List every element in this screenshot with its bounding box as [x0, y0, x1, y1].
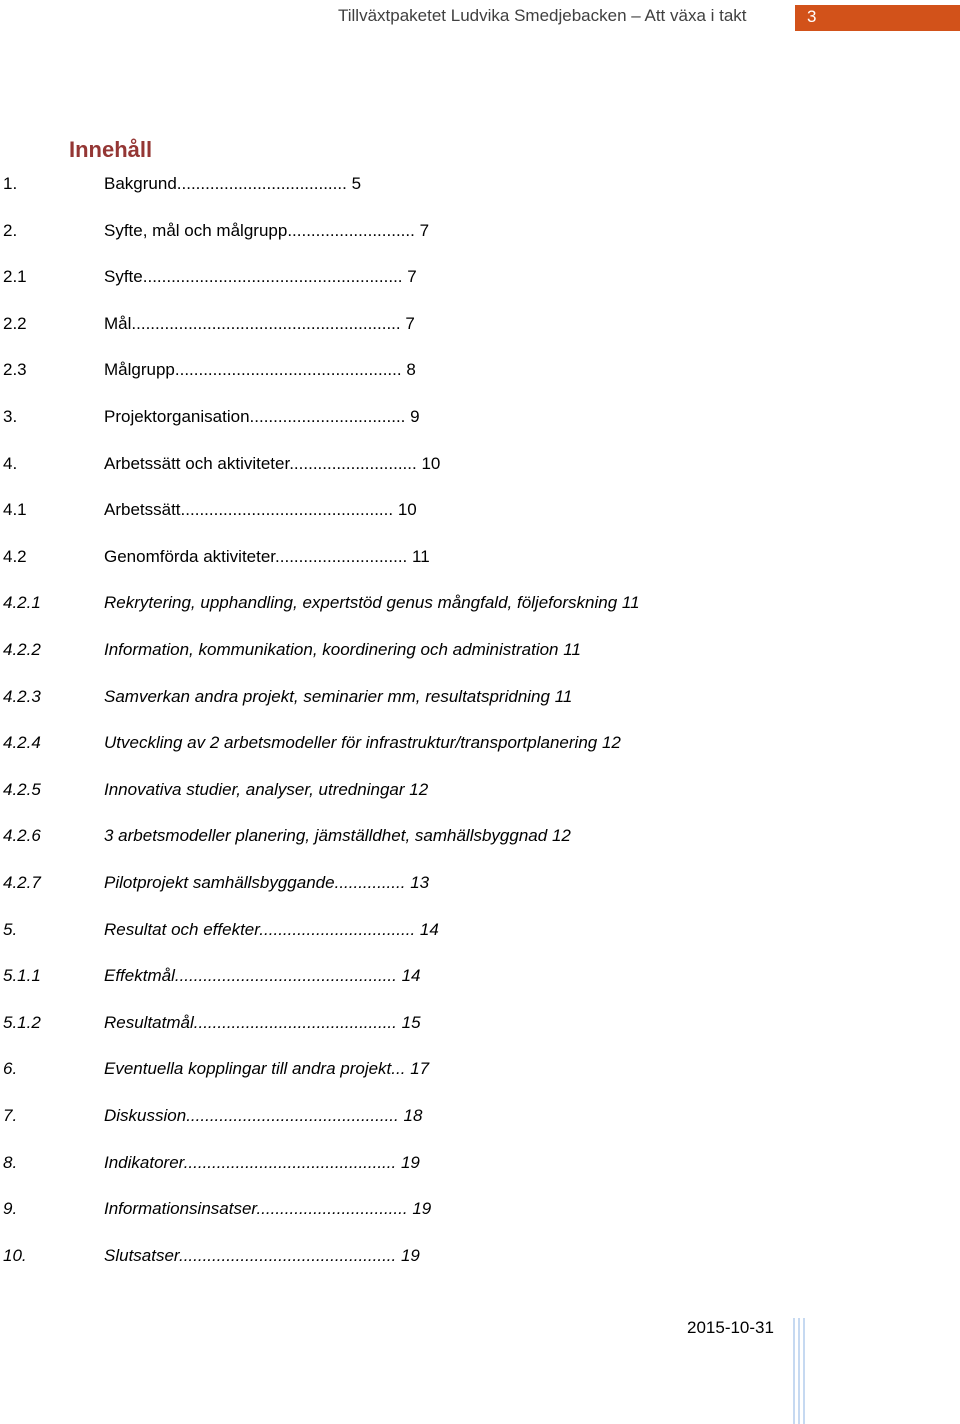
toc-entry-text: Syfte	[104, 267, 143, 287]
toc-entry-text: Information, kommunikation, koordinering och administration	[104, 640, 559, 659]
toc-entry-title	[104, 172, 361, 196]
toc-entry-number: 5.1.2	[3, 1012, 41, 1032]
toc-entry-number: 4.2.7	[3, 873, 41, 892]
toc-entry-text: Arbetssätt och aktiviteter	[104, 453, 290, 473]
toc-entry-number: 4.2.4	[3, 733, 41, 753]
toc-entry-page: 17	[410, 1059, 430, 1079]
toc-entry-title	[104, 824, 571, 848]
toc-entry-text: Effektmål	[104, 966, 175, 986]
toc-entry-title	[104, 545, 430, 569]
toc-entry-title	[104, 918, 439, 942]
toc-heading: Innehåll	[69, 137, 153, 162]
toc-entry-number: 4.2.6	[3, 826, 41, 846]
toc-entry-text: Pilotprojekt samhällsbyggande	[104, 873, 335, 892]
toc-entry-title	[104, 1057, 429, 1081]
page-number: 3	[807, 7, 817, 26]
toc-entry-leader-dots: .............................................	[186, 1106, 399, 1125]
toc-entry-page: 14	[419, 919, 439, 939]
toc-entry-number: 4.2.3	[3, 686, 41, 706]
running-header-title: Tillväxtpaketet Ludvika Smedjebacken – Att växa i takt	[338, 6, 747, 25]
toc-entry-page: 11	[621, 593, 640, 613]
toc-entry-page: 12	[409, 779, 429, 799]
toc-entry-page: 15	[401, 1012, 421, 1032]
toc-entry-text: Innovativa studier, analyser, utredningar	[104, 779, 405, 799]
toc-entry-number: 5.1.1	[3, 966, 41, 986]
toc-entry-page: 19	[400, 1152, 420, 1172]
toc-entry-title	[104, 452, 440, 476]
toc-entry-page: 14	[401, 966, 421, 986]
toc-entry-leader-dots: ..............................................	[178, 1245, 397, 1265]
toc-entry-number: 7.	[3, 1106, 18, 1125]
toc-entry-page: 7	[405, 313, 415, 333]
toc-entry-text: Slutsatser	[104, 1245, 179, 1265]
toc-entry-leader-dots: ...........................	[287, 220, 415, 240]
toc-entry-page: 8	[406, 360, 416, 380]
toc-entry-title	[104, 265, 417, 289]
toc-entry-text: Diskussion	[104, 1106, 187, 1125]
footer-date: 2015-10-31	[687, 1318, 774, 1337]
toc-entry-page: 11	[554, 686, 573, 706]
toc-entry-text: Mål	[104, 313, 132, 333]
toc-entry-page: 19	[412, 1199, 432, 1219]
toc-entry-text: Syfte, mål och målgrupp	[104, 220, 288, 240]
toc-entry-leader-dots: ...........................	[289, 453, 417, 473]
toc-entry-title	[104, 1011, 421, 1035]
toc-entry-page: 11	[563, 640, 581, 659]
toc-entry-leader-dots: .............................................	[180, 500, 394, 520]
toc-entry-title	[104, 219, 429, 243]
toc-entry-number: 4.	[3, 453, 18, 473]
footer-bar	[798, 1318, 800, 1424]
footer-bar	[803, 1318, 805, 1424]
toc-entry-page: 10	[397, 500, 417, 520]
toc-entry-text: Resultatmål	[104, 1012, 194, 1032]
toc-entry-number: 10.	[3, 1245, 27, 1265]
toc-entry-leader-dots: ...........................................	[193, 1012, 397, 1032]
toc-entry-title	[104, 778, 428, 802]
toc-entry-text: Arbetssätt	[104, 500, 181, 520]
toc-entry-leader-dots: ................................	[256, 1199, 408, 1219]
toc-entry-page: 9	[410, 407, 420, 426]
toc-entry-text: Informationsinsatser	[104, 1199, 257, 1219]
toc-entry-text: Projektorganisation	[104, 407, 250, 426]
toc-entry-title	[104, 964, 421, 988]
toc-entry-number: 1.	[3, 174, 18, 193]
toc-entry-number: 4.2.5	[3, 779, 41, 799]
toc-entry-number: 6.	[3, 1059, 18, 1079]
toc-entry-text: Målgrupp	[104, 360, 175, 380]
toc-entry-page: 19	[400, 1245, 420, 1265]
toc-entry-text: Utveckling av 2 arbetsmodeller för infrastruktur/transportplanering	[104, 733, 598, 753]
toc-entry-page: 12	[551, 826, 571, 846]
toc-entry-leader-dots: ...............	[334, 873, 406, 892]
toc-entry-title	[104, 1244, 420, 1268]
toc-entry-number: 3.	[3, 407, 18, 426]
toc-entry-number: 2.2	[3, 313, 27, 333]
toc-entry-number: 4.1	[3, 500, 27, 520]
toc-entry-number: 2.	[3, 220, 18, 240]
toc-entry-title	[104, 498, 417, 522]
toc-entry-number: 4.2.2	[3, 640, 41, 659]
toc-entry-page: 13	[410, 873, 430, 892]
toc-entry-title	[104, 1104, 422, 1128]
toc-entry-number: 9.	[3, 1199, 18, 1219]
footer-bar	[793, 1318, 795, 1424]
toc-entry-leader-dots: ...	[391, 1059, 406, 1079]
toc-entry-number: 2.1	[3, 267, 27, 287]
toc-entry-page: 7	[419, 220, 430, 240]
toc-entry-number: 4.2.1	[3, 593, 41, 613]
toc-entry-title	[104, 685, 572, 709]
toc-entry-text: 3 arbetsmodeller planering, jämställdhet, samhällsbyggnad	[104, 826, 548, 846]
toc-entry-leader-dots: ....................................	[176, 174, 347, 193]
toc-entry-title	[104, 731, 621, 755]
toc-entry-title	[104, 638, 581, 662]
toc-entry-page: 5	[351, 174, 362, 193]
toc-entry-text: Eventuella kopplingar till andra projekt	[104, 1059, 392, 1079]
toc-entry-number: 5.	[3, 919, 18, 939]
toc-entry-title	[104, 312, 415, 336]
toc-entry-leader-dots: ...............................................	[174, 966, 397, 986]
toc-entry-page: 18	[403, 1106, 423, 1125]
toc-entry-number: 2.3	[3, 360, 27, 380]
toc-entry-text: Indikatorer	[104, 1152, 184, 1172]
toc-entry-text: Rekrytering, upphandling, expertstöd genus mångfald, följeforskning	[104, 593, 618, 613]
toc-entry-title	[104, 1151, 420, 1175]
toc-entry-title	[104, 358, 416, 382]
toc-entry-text: Bakgrund	[104, 174, 177, 193]
toc-entry-text: Genomförda aktiviteter	[104, 546, 276, 566]
toc-entry-leader-dots: .................................	[259, 919, 416, 939]
toc-entry-page: 11	[412, 546, 430, 566]
toc-entry-leader-dots: .......................................................	[142, 267, 403, 287]
toc-entry-title	[104, 405, 420, 429]
toc-entry-leader-dots: .........................................................	[131, 313, 401, 333]
toc-entry-page: 12	[601, 733, 621, 753]
toc-entry-leader-dots: .............................................	[183, 1152, 397, 1172]
toc-entry-leader-dots: ................................................	[174, 360, 402, 380]
toc-entry-leader-dots: ............................	[275, 546, 408, 566]
toc-entry-text: Samverkan andra projekt, seminarier mm, resultatspridning	[104, 686, 550, 706]
footer-decorative-bars	[793, 1318, 809, 1424]
toc-entry-number: 4.2	[3, 546, 27, 566]
toc-entry-number: 8.	[3, 1152, 18, 1172]
toc-entry-title	[104, 871, 429, 895]
toc-entry-title	[104, 591, 640, 615]
toc-entry-leader-dots: .................................	[249, 407, 406, 426]
toc-entry-title	[104, 1197, 431, 1221]
toc-entry-page: 10	[421, 453, 441, 473]
toc-entry-page: 7	[407, 267, 417, 287]
toc-entry-text: Resultat och effekter	[104, 919, 260, 939]
